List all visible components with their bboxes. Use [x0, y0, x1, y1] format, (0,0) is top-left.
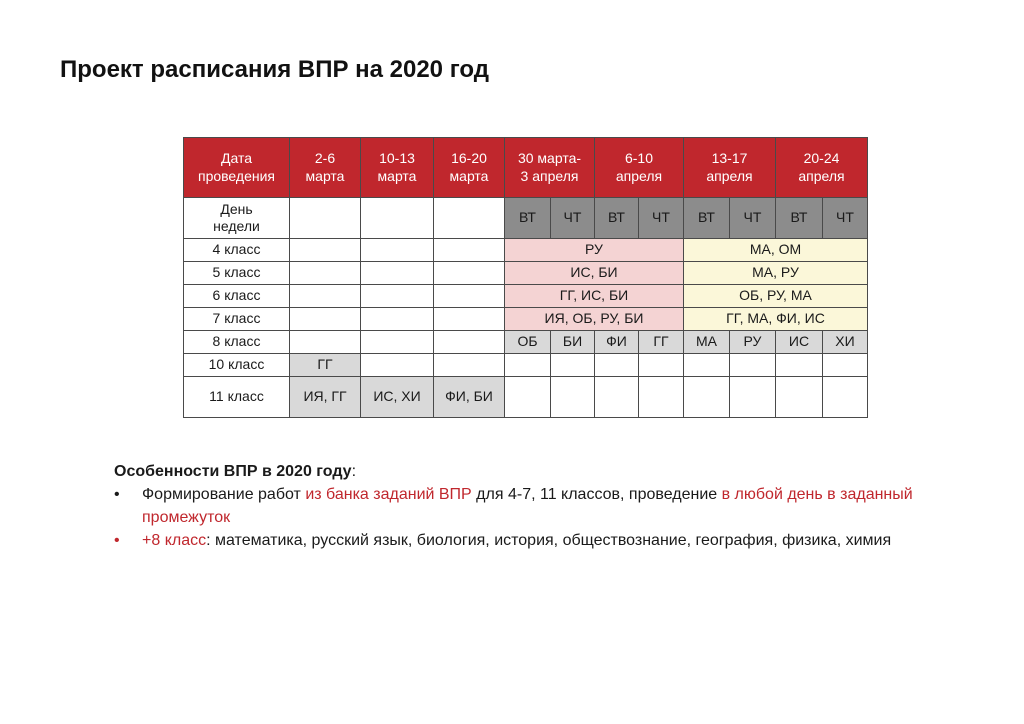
list-item	[114, 483, 974, 529]
empty-cell	[434, 198, 505, 239]
empty-cell	[434, 331, 505, 354]
empty-cell	[434, 354, 505, 377]
empty-cell	[505, 377, 551, 418]
empty-cell	[595, 354, 639, 377]
empty-cell	[290, 198, 361, 239]
header-row	[184, 138, 868, 198]
empty-cell	[730, 377, 776, 418]
empty-cell	[823, 377, 868, 418]
subjects-cell: ГГ	[290, 354, 361, 377]
table-row	[184, 331, 868, 354]
subjects-cell: ГГ, ИС, БИ	[505, 285, 684, 308]
header-period: 6-10 апреля	[595, 138, 684, 198]
note-highlight: +8 класс	[142, 532, 207, 549]
bullet-icon: •	[114, 486, 120, 503]
empty-cell	[290, 331, 361, 354]
empty-cell	[639, 354, 684, 377]
empty-cell	[551, 354, 595, 377]
note-text: Формирование работ	[142, 486, 306, 503]
weekday-cell: ВТ	[595, 198, 639, 239]
empty-cell	[290, 285, 361, 308]
note-highlight: в любой день в заданный промежуток	[142, 486, 913, 526]
note-text: : математика, русский язык, биология, история, обществознание, география, физика, химия	[206, 532, 892, 549]
table-row	[184, 377, 868, 418]
weekday-cell: ЧТ	[823, 198, 868, 239]
empty-cell	[290, 308, 361, 331]
subjects-cell: МА, РУ	[684, 262, 868, 285]
weekday-cell: ВТ	[684, 198, 730, 239]
empty-cell	[639, 377, 684, 418]
weekday-cell: ЧТ	[730, 198, 776, 239]
subjects-cell: ОБ, РУ, МА	[684, 285, 868, 308]
notes-heading	[114, 460, 974, 483]
weekday-row	[184, 198, 868, 239]
note-text: для 4-7, 11 классов, проведение	[471, 486, 722, 503]
grade-label: 7 класс	[184, 308, 290, 331]
subject-cell: МА	[684, 331, 730, 354]
empty-cell	[361, 308, 434, 331]
empty-cell	[684, 354, 730, 377]
subjects-cell: МА, ОМ	[684, 239, 868, 262]
subject-cell: БИ	[551, 331, 595, 354]
empty-cell	[434, 239, 505, 262]
empty-cell	[361, 262, 434, 285]
table-row	[184, 239, 868, 262]
grade-label: 5 класс	[184, 262, 290, 285]
header-period: 20-24 апреля	[776, 138, 868, 198]
grade-label: 11 класс	[184, 377, 290, 418]
subjects-cell: РУ	[505, 239, 684, 262]
header-date-label: Дата проведения	[184, 138, 290, 198]
empty-cell	[551, 377, 595, 418]
grade-label: 6 класс	[184, 285, 290, 308]
header-period: 2-6 марта	[290, 138, 361, 198]
empty-cell	[505, 354, 551, 377]
subjects-cell: ИЯ, ОБ, РУ, БИ	[505, 308, 684, 331]
empty-cell	[290, 239, 361, 262]
empty-cell	[434, 285, 505, 308]
subject-cell: ИС	[776, 331, 823, 354]
weekday-cell: ЧТ	[551, 198, 595, 239]
weekday-cell: ВТ	[776, 198, 823, 239]
table-row	[184, 308, 868, 331]
table-row	[184, 285, 868, 308]
subjects-cell: ИЯ, ГГ	[290, 377, 361, 418]
grade-label: 10 класс	[184, 354, 290, 377]
subject-cell: ХИ	[823, 331, 868, 354]
empty-cell	[361, 331, 434, 354]
page-title: Проект расписания ВПР на 2020 год	[60, 56, 489, 83]
empty-cell	[361, 285, 434, 308]
notes-section	[114, 460, 974, 552]
weekday-cell: ЧТ	[639, 198, 684, 239]
empty-cell	[361, 198, 434, 239]
header-period: 16-20 марта	[434, 138, 505, 198]
header-period: 30 марта- 3 апреля	[505, 138, 595, 198]
empty-cell	[730, 354, 776, 377]
grade-label: 4 класс	[184, 239, 290, 262]
notes-heading-text: Особенности ВПР в 2020 году	[114, 463, 352, 480]
header-period: 13-17 апреля	[684, 138, 776, 198]
empty-cell	[823, 354, 868, 377]
bullet-icon: •	[114, 532, 120, 549]
empty-cell	[290, 262, 361, 285]
subjects-cell: ФИ, БИ	[434, 377, 505, 418]
subjects-cell: ИС, ХИ	[361, 377, 434, 418]
empty-cell	[776, 354, 823, 377]
empty-cell	[595, 377, 639, 418]
table-row	[184, 354, 868, 377]
table-row	[184, 262, 868, 285]
list-item	[114, 529, 974, 552]
empty-cell	[434, 262, 505, 285]
subject-cell: ФИ	[595, 331, 639, 354]
weekday-cell: ВТ	[505, 198, 551, 239]
empty-cell	[434, 308, 505, 331]
subject-cell: ГГ	[639, 331, 684, 354]
subject-cell: ОБ	[505, 331, 551, 354]
empty-cell	[361, 239, 434, 262]
empty-cell	[776, 377, 823, 418]
subject-cell: РУ	[730, 331, 776, 354]
subjects-cell: ИС, БИ	[505, 262, 684, 285]
empty-cell	[684, 377, 730, 418]
weekday-label: День недели	[184, 198, 290, 239]
grade-label: 8 класс	[184, 331, 290, 354]
notes-heading-colon: :	[351, 463, 357, 480]
subjects-cell: ГГ, МА, ФИ, ИС	[684, 308, 868, 331]
note-highlight: из банка заданий ВПР	[305, 486, 472, 503]
header-period: 10-13 марта	[361, 138, 434, 198]
schedule-table	[183, 137, 868, 418]
empty-cell	[361, 354, 434, 377]
